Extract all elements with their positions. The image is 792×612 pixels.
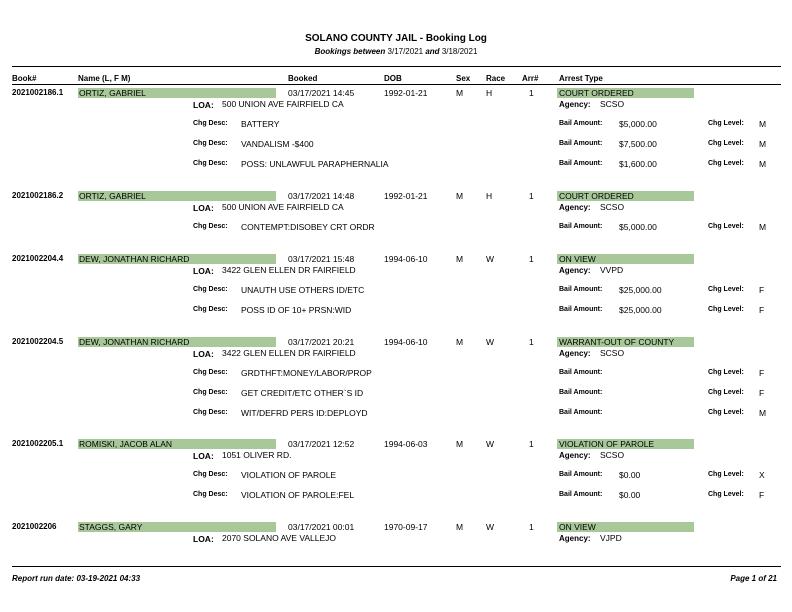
inmate-name: ORTIZ, GABRIEL [79,87,146,98]
date-of-birth: 1994-06-10 [384,254,428,264]
chg-level-label: Chg Level: [708,223,744,230]
booked-datetime: 03/17/2021 00:01 [288,522,355,532]
race-value: W [486,337,495,347]
booking-name-bar [78,439,276,449]
loa-label: LOA: [193,100,214,110]
charge-level: F [759,285,765,295]
bail-amount-label: Bail Amount: [559,389,603,396]
loa-label: LOA: [193,534,214,544]
charge-level: M [759,222,767,232]
bail-amount-label: Bail Amount: [559,140,603,147]
arrest-type-bar [557,88,694,98]
agency-label: Agency: [559,100,591,109]
inmate-name: ROMISKI, JACOB ALAN [79,438,173,449]
subtitle-prefix: Bookings between [314,47,386,56]
chg-desc-label: Chg Desc: [193,389,228,396]
chg-level-label: Chg Level: [708,140,744,147]
arrest-number: 1 [529,337,534,347]
bail-amount-label: Bail Amount: [559,286,603,293]
bail-amount-label: Bail Amount: [559,306,603,313]
charge-level: X [759,470,765,480]
bail-amount: $1,600.00 [619,159,657,169]
charge-level: M [759,139,767,149]
booked-datetime: 03/17/2021 14:48 [288,191,355,201]
arrest-type: ON VIEW [559,521,596,532]
bail-amount: $5,000.00 [619,119,657,129]
header-rule [12,66,781,67]
chg-desc-label: Chg Desc: [193,306,228,313]
chg-level-label: Chg Level: [708,409,744,416]
sex-value: M [456,254,464,264]
bail-amount: $0.00 [619,490,641,500]
footer-rule [12,566,781,567]
col-book: Book# [12,74,37,83]
chg-desc-label: Chg Desc: [193,286,228,293]
agency-value: SCSO [600,348,625,358]
booking-number: 2021002206 [12,522,57,531]
booking-name-bar [78,254,276,264]
report-title: SOLANO COUNTY JAIL - Booking Log [305,33,487,44]
agency-value: SCSO [600,450,625,460]
booking-name-bar [78,337,276,347]
agency-value: SCSO [600,202,625,212]
arrest-number: 1 [529,439,534,449]
charge-description: VIOLATION OF PAROLE [241,470,337,480]
col-race: Race [486,74,506,83]
charge-level: M [759,159,767,169]
charge-description: UNAUTH USE OTHERS ID/ETC [241,285,365,295]
bail-amount-label: Bail Amount: [559,223,603,230]
report-run-date: Report run date: 03-19-2021 04:33 [12,574,141,583]
arrest-number: 1 [529,88,534,98]
date-of-birth: 1994-06-03 [384,439,428,449]
charge-level: M [759,119,767,129]
charge-description: GET CREDIT/ETC OTHER`S ID [241,388,364,398]
booking-name-bar [78,88,276,98]
chg-level-label: Chg Level: [708,471,744,478]
chg-desc-label: Chg Desc: [193,471,228,478]
arrest-type-bar [557,254,694,264]
charge-description: POSS: UNLAWFUL PARAPHERNALIA [241,159,389,169]
loa-address: 2070 SOLANO AVE VALLEJO [222,533,337,543]
booking-number: 2021002204.4 [12,254,64,263]
booking-name-bar [78,191,276,201]
chg-desc-label: Chg Desc: [193,409,228,416]
loa-address: 3422 GLEN ELLEN DR FAIRFIELD [222,265,356,275]
arrest-number: 1 [529,254,534,264]
loa-label: LOA: [193,203,214,213]
booking-number: 2021002186.1 [12,88,64,97]
bail-amount-label: Bail Amount: [559,491,603,498]
bail-amount: $7,500.00 [619,139,657,149]
arrest-number: 1 [529,522,534,532]
inmate-name: STAGGS, GARY [79,521,143,532]
loa-label: LOA: [193,451,214,461]
arrest-type: VIOLATION OF PAROLE [559,438,655,449]
loa-address: 1051 OLIVER RD. [222,450,292,460]
col-booked: Booked [288,74,318,83]
col-sex: Sex [456,74,471,83]
bail-amount-label: Bail Amount: [559,369,603,376]
sex-value: M [456,337,464,347]
bail-amount: $25,000.00 [619,285,662,295]
chg-desc-label: Chg Desc: [193,369,228,376]
bail-amount: $0.00 [619,470,641,480]
charge-description: BATTERY [241,119,280,129]
bail-amount-label: Bail Amount: [559,120,603,127]
charge-level: F [759,305,765,315]
bail-amount-label: Bail Amount: [559,471,603,478]
charge-description: VIOLATION OF PAROLE:FEL [241,490,355,500]
charge-description: GRDTHFT:MONEY/LABOR/PROP [241,368,372,378]
date-to: 3/18/2021 [441,47,478,56]
arrest-type-bar [557,191,694,201]
sex-value: M [456,439,464,449]
agency-label: Agency: [559,349,591,358]
date-from: 3/17/2021 [387,47,424,56]
agency-label: Agency: [559,266,591,275]
chg-desc-label: Chg Desc: [193,223,228,230]
charge-description: CONTEMPT:DISOBEY CRT ORDR [241,222,375,232]
race-value: H [486,191,493,201]
inmate-name: DEW, JONATHAN RICHARD [79,336,190,347]
arrest-type: COURT ORDERED [559,190,634,201]
booked-datetime: 03/17/2021 15:48 [288,254,355,264]
bail-amount-label: Bail Amount: [559,160,603,167]
agency-value: SCSO [600,99,625,109]
loa-address: 500 UNION AVE FAIRFIELD CA [222,202,344,212]
bail-amount: $5,000.00 [619,222,657,232]
booked-datetime: 03/17/2021 12:52 [288,439,355,449]
arrest-type: ON VIEW [559,253,596,264]
arrest-type-bar [557,522,694,532]
date-of-birth: 1970-09-17 [384,522,428,532]
chg-level-label: Chg Level: [708,491,744,498]
charge-level: F [759,388,765,398]
sex-value: M [456,191,464,201]
charge-level: M [759,408,767,418]
booking-number: 2021002204.5 [12,337,64,346]
charge-level: F [759,490,765,500]
chg-desc-label: Chg Desc: [193,160,228,167]
booked-datetime: 03/17/2021 20:21 [288,337,355,347]
subtitle-and: and [425,47,440,56]
chg-level-label: Chg Level: [708,389,744,396]
agency-value: VVPD [600,265,624,275]
sex-value: M [456,522,464,532]
race-value: W [486,522,495,532]
col-dob: DOB [384,74,402,83]
agency-label: Agency: [559,451,591,460]
inmate-name: DEW, JONATHAN RICHARD [79,253,190,264]
col-name: Name (L, F M) [78,74,131,83]
agency-label: Agency: [559,534,591,543]
booking-name-bar [78,522,276,532]
chg-level-label: Chg Level: [708,306,744,313]
arrest-type: COURT ORDERED [559,87,634,98]
date-of-birth: 1992-01-21 [384,191,428,201]
arrest-type: WARRANT-OUT OF COUNTY [559,336,675,347]
chg-desc-label: Chg Desc: [193,140,228,147]
bail-amount-label: Bail Amount: [559,409,603,416]
charge-description: VANDALISM -$400 [241,139,314,149]
booked-datetime: 03/17/2021 14:45 [288,88,355,98]
charge-level: F [759,368,765,378]
agency-value: VJPD [600,533,622,543]
report-subtitle [0,47,792,56]
date-of-birth: 1994-06-10 [384,337,428,347]
race-value: W [486,439,495,449]
date-of-birth: 1992-01-21 [384,88,428,98]
chg-desc-label: Chg Desc: [193,491,228,498]
charge-description: WIT/DEFRD PERS ID:DEPLOYD [241,408,368,418]
column-rule [12,84,781,85]
loa-label: LOA: [193,266,214,276]
charge-description: POSS ID OF 10+ PRSN:WID [241,305,352,315]
loa-label: LOA: [193,349,214,359]
agency-label: Agency: [559,203,591,212]
col-arrest-type: Arrest Type [559,74,603,83]
booking-number: 2021002205.1 [12,439,64,448]
inmate-name: ORTIZ, GABRIEL [79,190,146,201]
arrest-type-bar [557,439,694,449]
race-value: H [486,88,493,98]
loa-address: 500 UNION AVE FAIRFIELD CA [222,99,344,109]
arrest-type-bar [557,337,694,347]
booking-number: 2021002186.2 [12,191,64,200]
chg-level-label: Chg Level: [708,369,744,376]
loa-address: 3422 GLEN ELLEN DR FAIRFIELD [222,348,356,358]
col-arr: Arr# [522,74,539,83]
chg-desc-label: Chg Desc: [193,120,228,127]
race-value: W [486,254,495,264]
page-number: Page 1 of 21 [730,574,777,583]
chg-level-label: Chg Level: [708,120,744,127]
chg-level-label: Chg Level: [708,286,744,293]
bail-amount: $25,000.00 [619,305,662,315]
sex-value: M [456,88,464,98]
arrest-number: 1 [529,191,534,201]
chg-level-label: Chg Level: [708,160,744,167]
